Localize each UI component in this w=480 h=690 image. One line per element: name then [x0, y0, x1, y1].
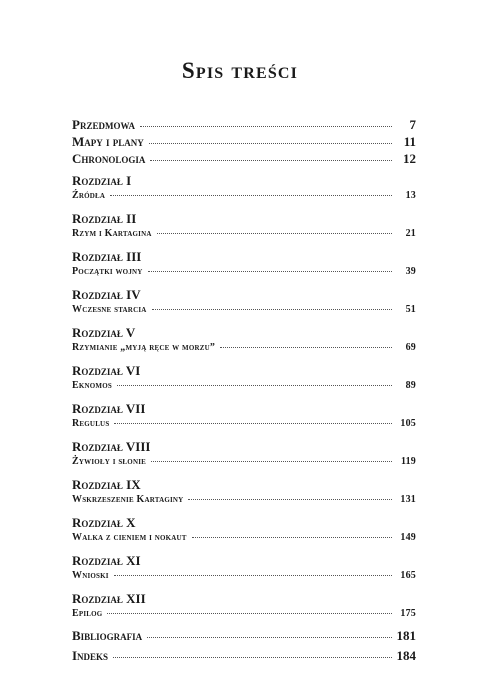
toc-page-number: 165 — [400, 570, 416, 581]
chapter-5[interactable] — [72, 325, 416, 355]
chapter-8[interactable] — [72, 439, 416, 469]
chapter-title: Początki wojny — [72, 266, 143, 277]
toc-page-number: 149 — [400, 532, 416, 543]
chapter-entry — [72, 379, 416, 393]
toc-entry-label: Chronologia — [72, 151, 146, 166]
toc-page-number: 184 — [396, 648, 416, 663]
chapter-4[interactable] — [72, 287, 416, 317]
chapter-heading: Rozdział VI — [72, 363, 141, 378]
toc-entry-mapy[interactable] — [72, 135, 416, 149]
toc-page-number: 131 — [400, 494, 416, 505]
chapter-title: Rzym i Kartagina — [72, 228, 152, 239]
chapter-heading: Rozdział III — [72, 249, 142, 264]
chapter-entry — [72, 417, 416, 431]
toc-entry-label: Przedmowa — [72, 117, 135, 132]
chapter-heading: Rozdział VII — [72, 401, 146, 416]
dot-leader — [150, 160, 392, 161]
dot-leader — [114, 423, 392, 424]
chapter-1[interactable] — [72, 173, 416, 203]
dot-leader — [148, 271, 392, 272]
dot-leader — [114, 575, 392, 576]
toc-page-number: 175 — [400, 608, 416, 619]
chapter-title: Regulus — [72, 418, 110, 429]
chapter-entry — [72, 189, 416, 203]
toc-page-number: 105 — [400, 418, 416, 429]
toc-entry-label: Mapy i plany — [72, 134, 144, 149]
chapter-entry — [72, 265, 416, 279]
page-title: Spis treści — [181, 58, 299, 83]
dot-leader — [192, 537, 392, 538]
chapter-title: Eknomos — [72, 380, 112, 391]
chapter-heading: Rozdział X — [72, 515, 136, 530]
dot-leader — [151, 461, 392, 462]
chapter-11[interactable] — [72, 553, 416, 583]
chapter-entry — [72, 303, 416, 317]
chapter-2[interactable] — [72, 211, 416, 241]
chapter-heading: Rozdział XII — [72, 591, 146, 606]
chapter-title: Rzymianie „myją ręce w morzu” — [72, 342, 216, 353]
toc-page-number: 181 — [396, 628, 416, 643]
chapter-title: Wczesne starcia — [72, 304, 147, 315]
chapter-title: Wnioski — [72, 570, 109, 581]
toc-page-number: 51 — [405, 304, 416, 315]
toc-page-number: 119 — [400, 456, 416, 467]
toc-page-number: 89 — [405, 380, 416, 391]
chapter-title: Źródła — [72, 190, 106, 201]
toc-page-number: 12 — [403, 151, 416, 166]
chapter-heading: Rozdział XI — [72, 553, 141, 568]
chapter-title: Żywioły i słonie — [72, 456, 146, 467]
chapter-12[interactable] — [72, 591, 416, 621]
toc-entry-indeks[interactable] — [72, 649, 416, 663]
toc-entry-label: Bibliografia — [72, 628, 143, 643]
chapter-entry — [72, 531, 416, 545]
toc-entry-label: Indeks — [72, 648, 109, 663]
chapter-heading: Rozdział IX — [72, 477, 141, 492]
toc-page-number: 69 — [405, 342, 416, 353]
dot-leader — [147, 637, 392, 638]
chapter-6[interactable] — [72, 363, 416, 393]
chapter-title: Walka z cieniem i nokaut — [72, 532, 187, 543]
dot-leader — [188, 499, 392, 500]
chapter-heading: Rozdział IV — [72, 287, 141, 302]
chapter-entry — [72, 569, 416, 583]
chapter-heading: Rozdział I — [72, 173, 132, 188]
chapter-entry — [72, 607, 416, 621]
dot-leader — [140, 126, 392, 127]
dot-leader — [113, 657, 392, 658]
chapter-entry — [72, 455, 416, 469]
chapter-heading: Rozdział V — [72, 325, 136, 340]
chapter-entry — [72, 227, 416, 241]
toc-page-number: 11 — [403, 134, 416, 149]
dot-leader — [157, 233, 392, 234]
toc-page-number: 39 — [405, 266, 416, 277]
chapter-heading: Rozdział II — [72, 211, 137, 226]
toc-page-number: 7 — [409, 117, 416, 132]
dot-leader — [220, 347, 392, 348]
chapter-title: Wskrzeszenie Kartaginy — [72, 494, 184, 505]
toc-page-number: 21 — [405, 228, 416, 239]
chapter-heading: Rozdział VIII — [72, 439, 151, 454]
dot-leader — [107, 613, 392, 614]
chapter-7[interactable] — [72, 401, 416, 431]
chapter-title: Epilog — [72, 608, 103, 619]
toc-entry-przedmowa[interactable] — [72, 118, 416, 132]
dot-leader — [149, 143, 392, 144]
chapter-entry — [72, 341, 416, 355]
toc-entry-bibliografia[interactable] — [72, 629, 416, 643]
toc-page-number: 13 — [405, 190, 416, 201]
toc-entry-chronologia[interactable] — [72, 152, 416, 166]
chapter-entry — [72, 493, 416, 507]
dot-leader — [117, 385, 392, 386]
chapter-9[interactable] — [72, 477, 416, 507]
back-matter-entries — [72, 629, 416, 663]
table-of-contents — [72, 118, 416, 663]
chapter-3[interactable] — [72, 249, 416, 279]
chapter-10[interactable] — [72, 515, 416, 545]
dot-leader — [110, 195, 392, 196]
front-matter-entries — [72, 118, 416, 166]
dot-leader — [152, 309, 393, 310]
